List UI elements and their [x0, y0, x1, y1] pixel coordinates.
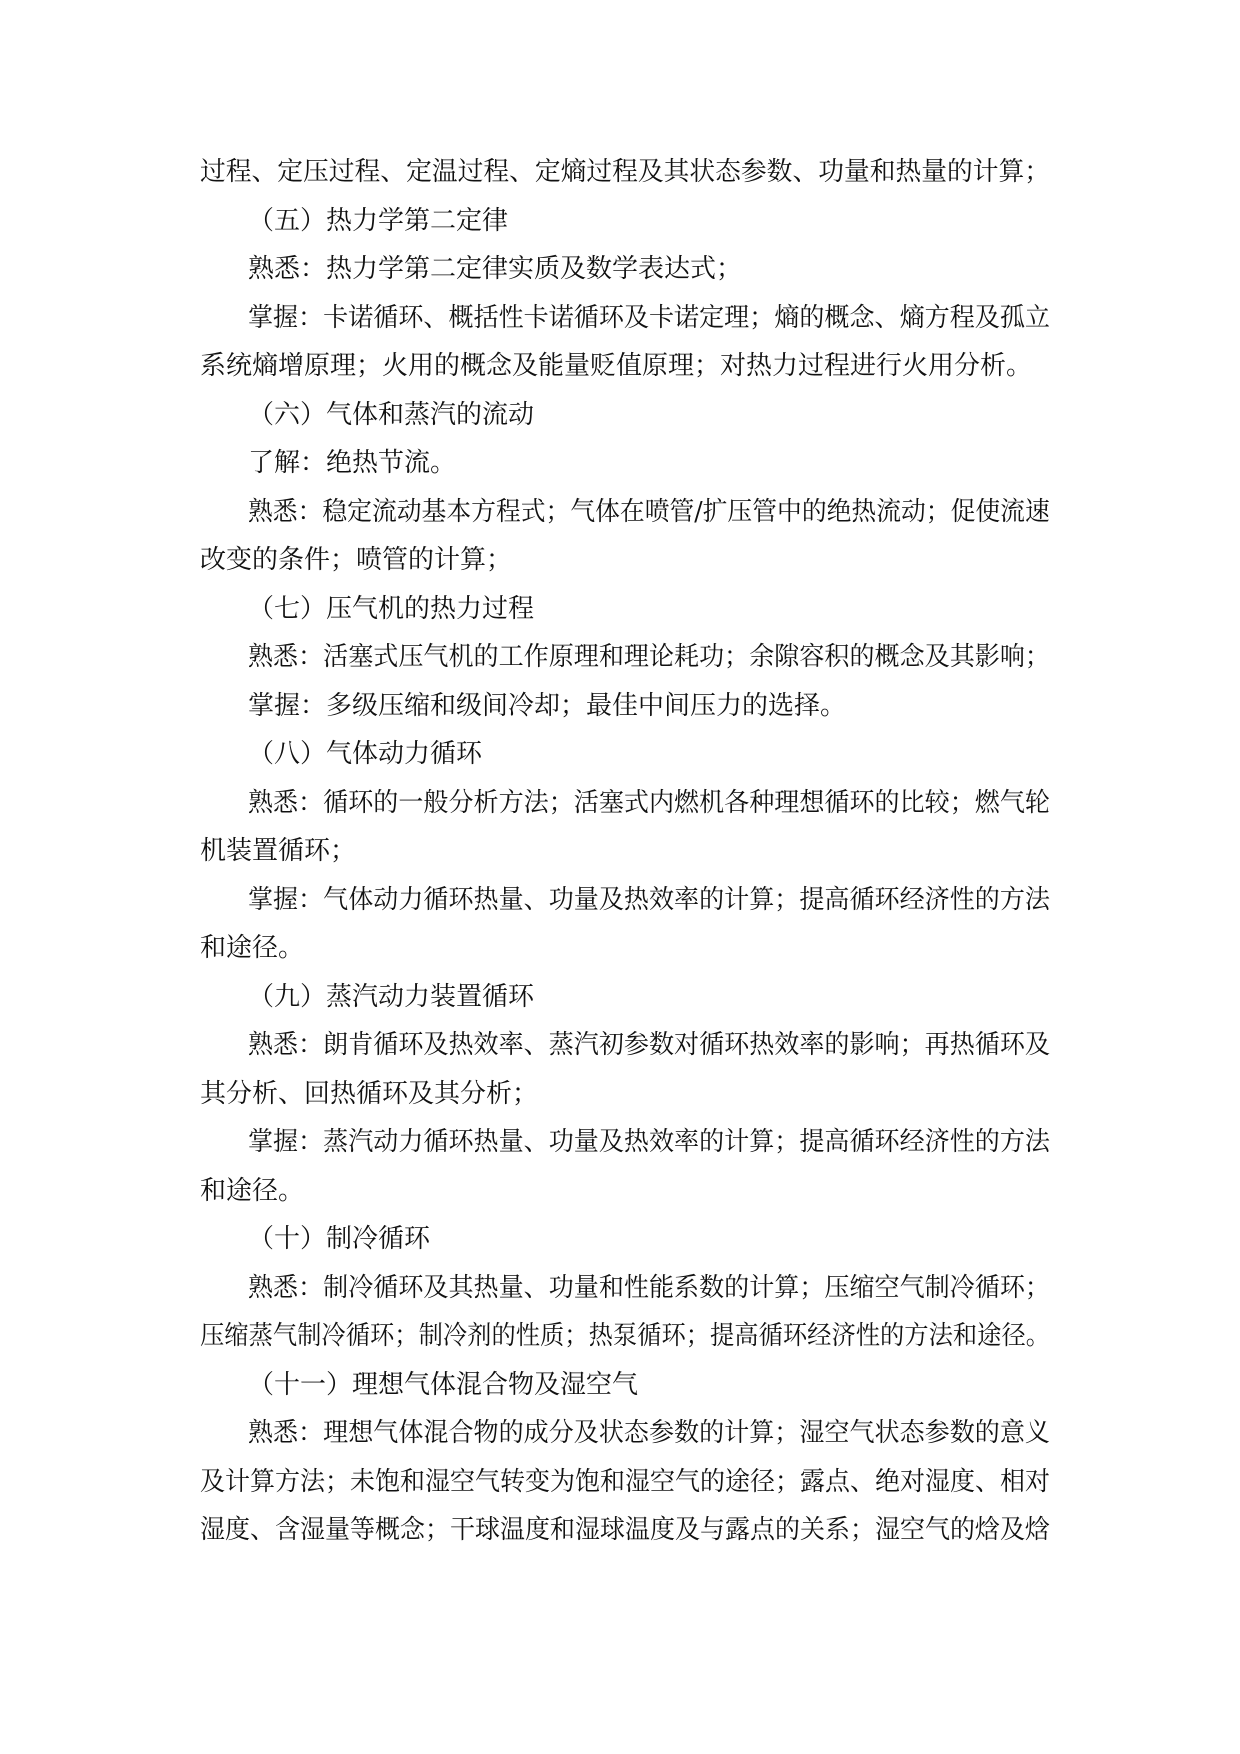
text-line: 湿度、含湿量等概念；干球温度和湿球温度及与露点的关系；湿空气的焓及焓	[200, 1515, 1050, 1545]
text-line: （十）制冷循环	[248, 1224, 431, 1254]
text-line: 熟悉：稳定流动基本方程式；气体在喷管/扩压管中的绝热流动；促使流速	[248, 496, 1050, 527]
text-line: 熟悉：热力学第二定律实质及数学表达式；	[248, 254, 743, 284]
text-line: （九）蒸汽动力装置循环	[248, 981, 535, 1012]
text-line: 熟悉：理想气体混合物的成分及状态参数的计算；湿空气状态参数的意义	[248, 1418, 1050, 1448]
text-line: 改变的条件；喷管的计算；	[200, 545, 513, 575]
text-line: 熟悉：循环的一般分析方法；活塞式内燃机各种理想循环的比较；燃气轮	[248, 787, 1050, 818]
text-line: 过程、定压过程、定温过程、定熵过程及其状态参数、功量和热量的计算；	[200, 157, 1050, 187]
text-line: 熟悉：朗肯循环及热效率、蒸汽初参数对循环热效率的影响；再热循环及	[248, 1030, 1050, 1060]
text-line: 和途径。	[200, 933, 305, 963]
document-body	[200, 148, 1050, 1555]
text-line: （六）气体和蒸汽的流动	[248, 399, 535, 430]
text-line: （七）压气机的热力过程	[248, 593, 535, 624]
text-line: 熟悉：活塞式压气机的工作原理和理论耗功；余隙容积的概念及其影响；	[248, 642, 1050, 672]
text-line: 机装置循环；	[200, 836, 357, 866]
text-line: 掌握：蒸汽动力循环热量、功量及热效率的计算；提高循环经济性的方法	[248, 1127, 1050, 1157]
text-line: 掌握：多级压缩和级间冷却；最佳中间压力的选择。	[248, 690, 847, 721]
text-line: 掌握：气体动力循环热量、功量及热效率的计算；提高循环经济性的方法	[248, 884, 1050, 915]
text-line: 其分析、回热循环及其分析；	[200, 1078, 539, 1109]
text-line: （十一）理想气体混合物及湿空气	[248, 1369, 639, 1400]
text-line: 了解：绝热节流。	[248, 448, 457, 478]
text-line: 掌握：卡诺循环、概括性卡诺循环及卡诺定理；熵的概念、熵方程及孤立	[248, 302, 1050, 333]
text-line: （五）热力学第二定律	[248, 205, 509, 236]
text-line: 熟悉：制冷循环及其热量、功量和性能系数的计算；压缩空气制冷循环；	[248, 1272, 1050, 1303]
text-line: 系统熵增原理；火用的概念及能量贬值原理；对热力过程进行火用分析。	[200, 351, 1033, 381]
text-line: 和途径。	[200, 1175, 305, 1206]
text-line: （八）气体动力循环	[248, 739, 483, 769]
text-line: 压缩蒸气制冷循环；制冷剂的性质；热泵循环；提高循环经济性的方法和途径。	[200, 1321, 1050, 1351]
text-line: 及计算方法；未饱和湿空气转变为饱和湿空气的途径；露点、绝对湿度、相对	[200, 1466, 1050, 1497]
